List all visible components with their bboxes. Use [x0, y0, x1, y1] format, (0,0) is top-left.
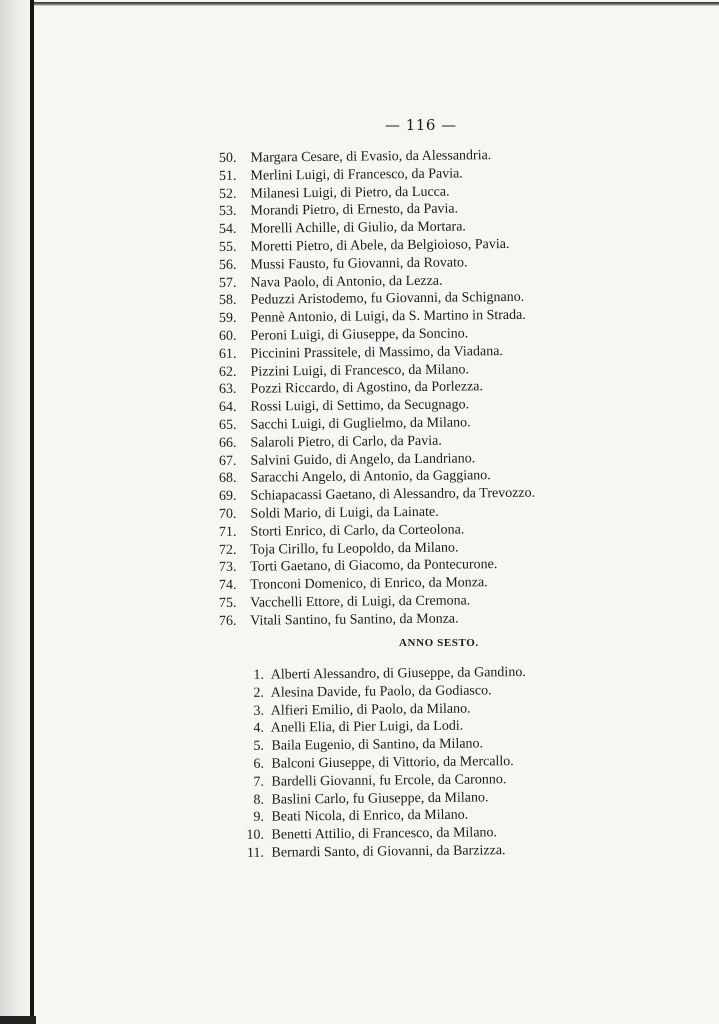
entry-number: 72.	[218, 542, 237, 558]
entry-number: 7.	[253, 774, 265, 790]
entry-text: Morelli Achille, di Giulio, da Mortara.	[250, 219, 466, 237]
entry-text: Pizzini Luigi, di Francesco, da Milano.	[250, 361, 470, 380]
entry-text: Sacchi Luigi, di Guglielmo, da Milano.	[250, 415, 471, 433]
entry-number: 50.	[218, 150, 237, 166]
entry-number: 5.	[253, 738, 265, 755]
entry-text: Mussi Fausto, fu Giovanni, da Rovato.	[250, 255, 468, 273]
entry-text: Soldi Mario, di Luigi, da Lainate.	[250, 504, 439, 522]
entry-number: 52.	[218, 186, 237, 202]
entry-text: Alesina Davide, fu Paolo, da Godiasco.	[270, 683, 492, 701]
entry-number: 8.	[253, 792, 265, 808]
entry-number: 61.	[218, 346, 237, 362]
entry-number: 69.	[218, 488, 237, 505]
entry-text: Benetti Attilio, di Francesco, da Milano.	[271, 825, 498, 843]
entry-text: Vitali Santino, fu Santino, da Monza.	[250, 611, 459, 629]
entry-number: 76.	[218, 613, 237, 629]
entry-number: 58.	[218, 293, 237, 309]
entry-number: 64.	[218, 399, 237, 416]
entry-text: Morandi Pietro, di Ernesto, da Pavia.	[250, 201, 459, 220]
entry-text: Moretti Pietro, di Abele, da Belgioioso, Pavia.	[250, 236, 510, 255]
name-list-continued	[219, 150, 535, 631]
page-corner-mark	[0, 1016, 36, 1024]
entry-text: Merlini Luigi, di Francesco, da Pavia.	[250, 166, 463, 184]
binding-shadow	[0, 0, 34, 1024]
entry-number: 6.	[253, 756, 265, 772]
entry-number: 67.	[218, 453, 237, 469]
entry-number: 55.	[218, 239, 237, 255]
entry-number: 9.	[253, 810, 265, 826]
entry-number: 53.	[218, 204, 237, 220]
page-edge-line	[30, 0, 34, 1024]
entry-number: 66.	[218, 435, 237, 451]
entry-number: 68.	[218, 471, 237, 487]
entry-text: Piccinini Prassitele, di Massimo, da Viadana.	[250, 343, 503, 362]
entry-text: Pennè Antonio, di Luigi, da S. Martino in Strada.	[250, 307, 526, 326]
entry-text: Alfieri Emilio, di Paolo, da Milano.	[270, 701, 471, 719]
entry-number: 11.	[246, 845, 265, 861]
entry-number: 54.	[218, 222, 237, 238]
entry-text: Baila Eugenio, di Santino, da Milano.	[271, 736, 484, 754]
entry-number: 71.	[218, 524, 237, 540]
entry-text: Balconi Giuseppe, di Vittorio, da Mercallo.	[271, 754, 514, 772]
entry-text: Tronconi Domenico, di Enrico, da Monza.	[250, 575, 488, 593]
entry-number: 2.	[253, 685, 265, 701]
entry-number: 4.	[253, 721, 265, 737]
entry-text: Beati Nicola, di Enrico, da Milano.	[271, 807, 469, 826]
entry-number: 56.	[218, 257, 237, 273]
entry-number: 59.	[218, 310, 237, 327]
top-edge-rule	[34, 2, 719, 6]
entry-text: Peroni Luigi, di Giuseppe, da Soncino.	[250, 326, 469, 344]
entry-number: 62.	[218, 364, 237, 380]
entry-text: Vacchelli Ettore, di Luigi, da Cremona.	[250, 593, 471, 611]
entry-text: Bernardi Santo, di Giovanni, da Barzizza.	[271, 843, 506, 861]
entry-number: 70.	[218, 506, 237, 522]
list-item	[219, 609, 535, 630]
entry-text: Margara Cesare, di Evasio, da Alessandria.	[250, 148, 492, 166]
entry-number: 73.	[218, 560, 237, 576]
entry-text: Rossi Luigi, di Settimo, da Secugnago.	[250, 397, 470, 415]
entry-text: Salaroli Pietro, di Carlo, da Pavia.	[250, 433, 442, 451]
entry-number: 1.	[253, 667, 265, 683]
entry-text: Saracchi Angelo, di Antonio, da Gaggiano.	[250, 468, 491, 487]
entry-text: Pozzi Riccardo, di Agostino, da Porlezza.	[250, 379, 484, 398]
entry-number: 75.	[218, 595, 237, 611]
entry-text: Baslini Carlo, fu Giuseppe, da Milano.	[271, 789, 489, 808]
entry-text: Storti Enrico, di Carlo, da Corteolona.	[250, 522, 465, 540]
entry-number: 60.	[218, 328, 237, 344]
entry-text: Bardelli Giovanni, fu Ercole, da Caronno.	[271, 771, 507, 790]
entry-number: 3.	[253, 703, 265, 719]
name-list-anno-sesto	[238, 664, 526, 863]
entry-number: 74.	[218, 577, 237, 594]
entry-text: Toja Cirillo, fu Leopoldo, da Milano.	[250, 540, 459, 558]
entry-number: 63.	[218, 382, 237, 398]
entry-text: Peduzzi Aristodemo, fu Giovanni, da Schignano.	[250, 290, 525, 309]
page-number: — 116 —	[385, 116, 457, 134]
entry-number: 51.	[218, 168, 237, 184]
entry-text: Salvini Guido, di Angelo, da Landriano.	[250, 450, 476, 469]
section-title: ANNO SESTO.	[399, 637, 479, 649]
entry-text: Alberti Alessandro, di Giuseppe, da Gandino.	[270, 664, 526, 683]
entry-number: 57.	[218, 275, 237, 291]
entry-text: Anelli Elia, di Pier Luigi, da Lodi.	[270, 719, 464, 737]
entry-text: Torti Gaetano, di Giacomo, da Pontecurone.	[250, 557, 498, 576]
entry-text: Milanesi Luigi, di Pietro, da Lucca.	[250, 184, 450, 202]
entry-number: 65.	[218, 417, 237, 433]
entry-number: 10.	[246, 827, 265, 844]
entry-text: Nava Paolo, di Antonio, da Lezza.	[250, 273, 443, 291]
entry-text: Schiapacassi Gaetano, di Alessandro, da Trevozzo.	[250, 485, 536, 504]
list-item	[238, 842, 526, 863]
